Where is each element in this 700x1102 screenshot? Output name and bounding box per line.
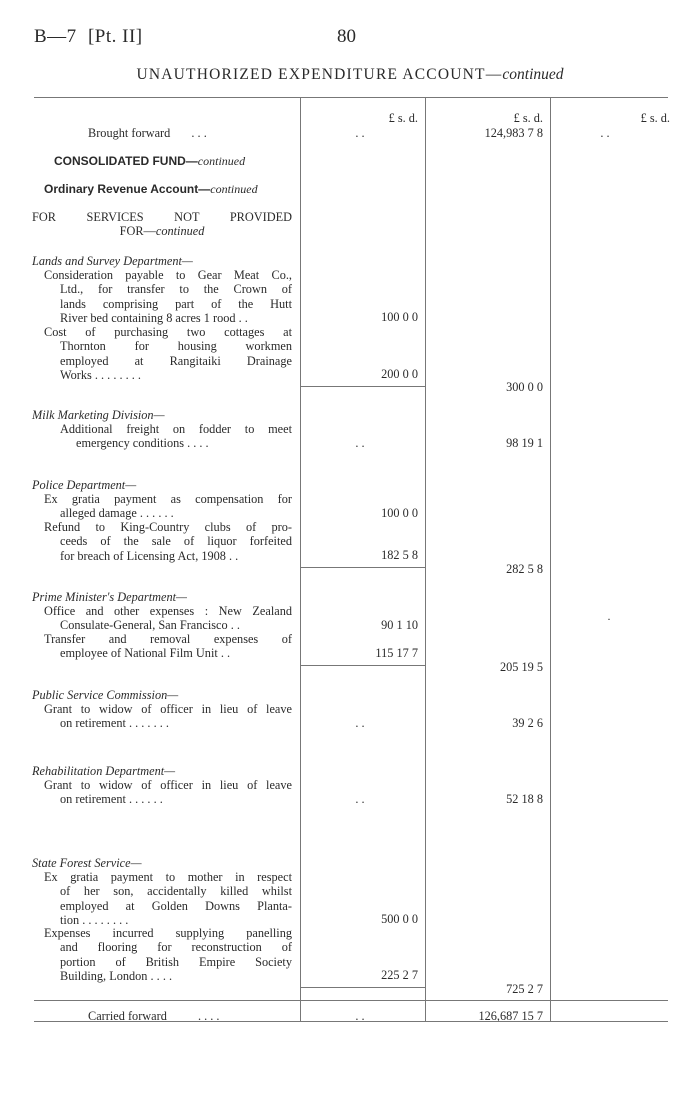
- forest-item1-line: employed at Golden Downs Planta-: [60, 898, 292, 913]
- milk-item1: [60, 422, 292, 451]
- forest-subtotal-rule: [300, 987, 425, 988]
- rehab-item1-line: Grant to widow of officer in lieu of leave: [44, 778, 292, 792]
- police-item2: [44, 520, 292, 563]
- forest-item1-line: Ex gratia payment to mother in respect: [44, 870, 292, 884]
- forest-item1: [44, 870, 292, 928]
- lands-heading: Lands and Survey Department—: [32, 254, 193, 268]
- lands-item2-line: employed at Rangitaiki Drainage: [60, 353, 292, 368]
- forest-item2-line: portion of British Empire Society: [60, 954, 292, 969]
- pm-mark: ·: [607, 612, 611, 626]
- lands-item2-line: Cost of purchasing two cottages at: [44, 325, 292, 339]
- fund-main: CONSOLIDATED FUND—: [54, 154, 198, 168]
- psc-item1: [44, 702, 292, 731]
- carried-forward-leader: . . . .: [197, 1009, 220, 1023]
- col2-heading: £ s. d.: [513, 111, 543, 125]
- forest-item2: [44, 926, 292, 984]
- rehab-heading: Rehabilitation Department—: [32, 764, 176, 778]
- page-title: [0, 66, 700, 84]
- lands-item2-line: Thornton for housing workmen: [60, 339, 292, 354]
- police-item1-line: Ex gratia payment as compensation for: [44, 492, 292, 506]
- milk-total: 98 19 1: [506, 436, 543, 450]
- rehab-total: 52 18 8: [506, 792, 543, 806]
- forest-item2-line: and flooring for reconstruction of: [60, 940, 292, 955]
- police-heading: Police Department—: [32, 478, 137, 492]
- fund-heading: [54, 154, 245, 168]
- lands-item2-line: Works . . . . . . . .: [60, 368, 141, 383]
- ref-code: B—7: [34, 26, 77, 47]
- forest-item2-line: Expenses incurred supplying panelling: [44, 926, 292, 940]
- police-total: 282 5 8: [506, 562, 543, 576]
- forest-item1-amount: 500 0 0: [381, 912, 418, 926]
- account-heading: [44, 182, 258, 196]
- milk-heading: Milk Marketing Division—: [32, 408, 165, 422]
- police-item2-amount: 182 5 8: [381, 548, 418, 562]
- milk-col1: . .: [355, 436, 365, 450]
- pm-item1-line: Consulate-General, San Francisco . .: [60, 618, 240, 633]
- police-item2-line: Refund to King-Country clubs of pro-: [44, 520, 292, 534]
- lands-item1-amount: 100 0 0: [381, 310, 418, 324]
- rehab-col1: . .: [355, 792, 365, 806]
- carried-forward-col2: 126,687 15 7: [478, 1009, 543, 1023]
- lands-item1-line: lands comprising part of the Hutt: [60, 296, 292, 311]
- psc-item1-line: on retirement . . . . . . .: [60, 716, 169, 731]
- fund-cont: continued: [197, 154, 246, 168]
- section-line2-main: FOR—: [119, 224, 156, 239]
- page-number: 80: [337, 26, 356, 47]
- milk-item1-line: Additional freight on fodder to meet: [60, 422, 292, 436]
- police-item1-amount: 100 0 0: [381, 506, 418, 520]
- forest-item1-line: tion . . . . . . . .: [60, 913, 129, 928]
- carried-forward-text: Carried forward: [88, 1009, 167, 1023]
- pm-heading: Prime Minister's Department—: [32, 590, 187, 604]
- police-item1-line: alleged damage . . . . . .: [60, 506, 174, 521]
- police-subtotal-rule: [300, 567, 425, 568]
- lands-item1-line: River bed containing 8 acres 1 rood . .: [60, 311, 248, 326]
- lands-item2-amount: 200 0 0: [381, 367, 418, 381]
- brought-forward-col2: 124,983 7 8: [484, 126, 543, 140]
- pm-subtotal-rule: [300, 665, 425, 666]
- section-line2: [32, 224, 292, 238]
- bottom-rule: [34, 1021, 668, 1022]
- section-line1: FOR SERVICES NOT PROVIDED: [32, 210, 292, 224]
- title-main: UNAUTHORIZED EXPENDITURE ACCOUNT—: [136, 66, 503, 83]
- forest-total: 725 2 7: [506, 982, 543, 996]
- police-item2-line: ceeds of the sale of liquor forfeited: [60, 534, 292, 549]
- forest-heading: State Forest Service—: [32, 856, 142, 870]
- brought-forward-leader: . . .: [191, 126, 207, 140]
- section-line2-cont: continued: [155, 224, 205, 239]
- psc-item1-line: Grant to widow of officer in lieu of leave: [44, 702, 292, 716]
- pm-item2-line: Transfer and removal expenses of: [44, 632, 292, 646]
- pm-total: 205 19 5: [499, 660, 543, 674]
- psc-heading: Public Service Commission—: [32, 688, 179, 702]
- brought-forward-text: Brought forward: [88, 126, 171, 140]
- account-main: Ordinary Revenue Account—: [44, 182, 211, 196]
- pm-item1-line: Office and other expenses : New Zealand: [44, 604, 292, 618]
- rehab-item1-line: on retirement . . . . . .: [60, 792, 163, 807]
- col1-heading: £ s. d.: [388, 111, 418, 125]
- psc-col1: . .: [355, 716, 365, 730]
- lands-subtotal-rule: [300, 386, 425, 387]
- col2-divider: [425, 97, 426, 1021]
- milk-item1-line: emergency conditions . . . .: [76, 436, 209, 451]
- lands-item1: [44, 268, 292, 326]
- pm-item1: [44, 604, 292, 633]
- pm-item1-amount: 90 1 10: [381, 618, 418, 632]
- lands-item2: [44, 325, 292, 383]
- pm-item2-amount: 115 17 7: [375, 646, 418, 660]
- pm-item2: [44, 632, 292, 661]
- brought-forward-label: [88, 126, 207, 140]
- col3-heading: £ s. d.: [640, 111, 670, 125]
- part-label: [Pt. II]: [87, 26, 143, 47]
- pm-item2-line: employee of National Film Unit . .: [60, 646, 231, 661]
- page-ref: [34, 26, 143, 48]
- carried-forward-col1: . .: [355, 1009, 365, 1023]
- brought-forward-col3: . .: [600, 126, 610, 140]
- lands-item1-line: Consideration payable to Gear Meat Co.,: [44, 268, 292, 282]
- psc-total: 39 2 6: [512, 716, 543, 730]
- top-rule: [34, 97, 668, 98]
- title-cont: continued: [502, 66, 564, 83]
- carried-forward-top-rule: [34, 1000, 668, 1001]
- police-item1: [44, 492, 292, 521]
- account-cont: continued: [210, 182, 258, 196]
- police-item2-line: for breach of Licensing Act, 1908 . .: [60, 548, 239, 563]
- rehab-item1: [44, 778, 292, 807]
- forest-item2-amount: 225 2 7: [381, 968, 418, 982]
- lands-item1-line: Ltd., for transfer to the Crown of: [60, 282, 292, 297]
- forest-item2-line: Building, London . . . .: [60, 969, 173, 984]
- brought-forward-col1: . .: [355, 126, 365, 140]
- forest-item1-line: of her son, accidentally killed whilst: [60, 884, 292, 899]
- lands-total: 300 0 0: [506, 380, 543, 394]
- section-heading: [32, 210, 292, 239]
- col3-divider: [550, 97, 551, 1021]
